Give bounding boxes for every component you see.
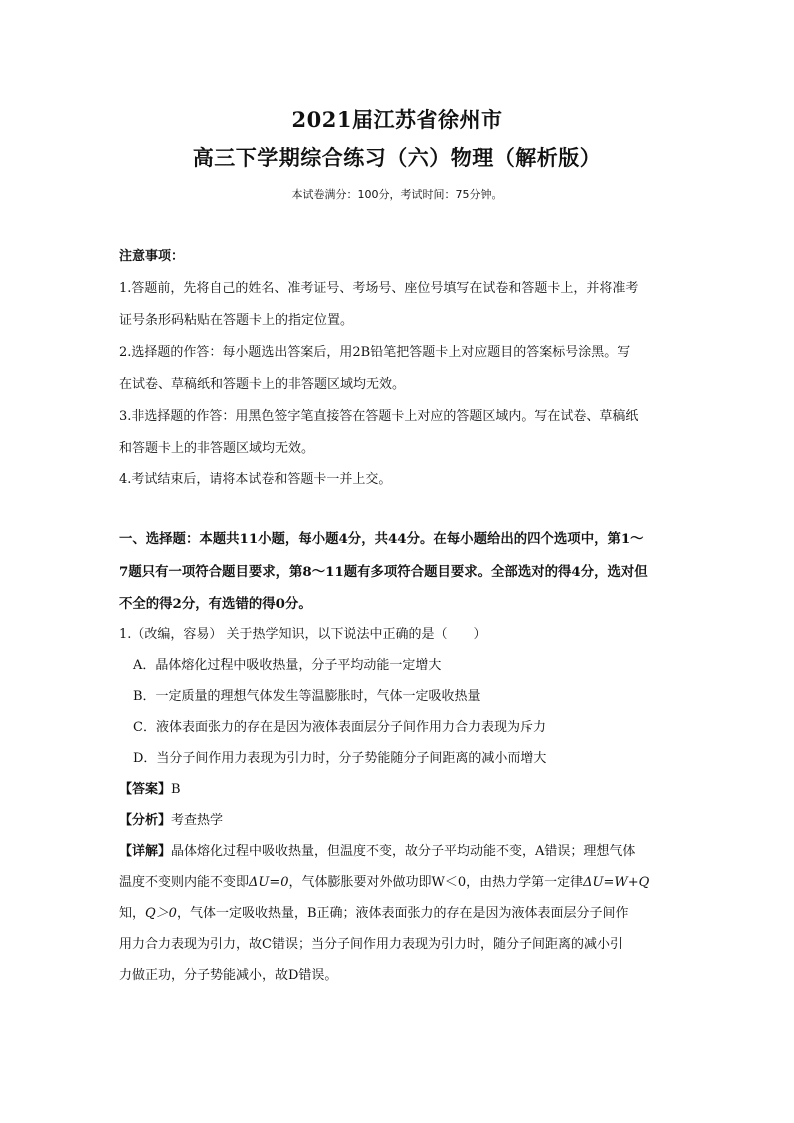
document-title-line2: 高三下学期综合练习（六）物理（解析版） [192, 145, 602, 170]
analysis-line [119, 812, 223, 830]
detail-line-5: 力做正功，分子势能减小，故D错误。 [119, 968, 338, 983]
option-d: D．当分子间作用力表现为引力时，分子势能随分子间距离的减小而增大 [133, 751, 547, 766]
detail-text: 知， [119, 906, 146, 921]
question-stem: 1.（改编，容易） 关于热学知识，以下说法中正确的是（ ） [119, 627, 487, 642]
detail-text: 温度不变则内能不变即 [119, 875, 250, 890]
section-heading-line: 7题只有一项符合题目要求，第8～11题有多项符合题目要求。全部选对的得4分，选对但 [119, 564, 648, 580]
formula-delta-u: ΔU=0 [249, 875, 289, 890]
notes-line: 1.答题前，先将自己的姓名、准考证号、考场号、座位号填写在试卷和答题卡上，并将准考 [119, 281, 639, 296]
notes-line: 3.非选择题的作答：用黑色签字笔直接答在答题卡上对应的答题区域内。写在试卷、草稿纸 [119, 409, 639, 424]
detail-text: 晶体熔化过程中吸收热量，但温度不变，故分子平均动能不变，A错误；理想气体 [171, 844, 636, 859]
section-heading-line: 不全的得2分，有选错的得0分。 [119, 596, 312, 612]
notes-line: 证号条形码粘贴在答题卡上的指定位置。 [119, 313, 354, 328]
analysis-label: 【分析】 [119, 813, 172, 828]
document-title-line1: 2021届江苏省徐州市 [291, 107, 503, 132]
exam-info: 本试卷满分：100分，考试时间：75分钟。 [291, 188, 503, 201]
detail-line-3 [119, 905, 629, 923]
formula-q: Q＞0 [145, 906, 177, 921]
detail-label: 【详解】 [119, 844, 172, 859]
analysis-value: 考查热学 [171, 813, 224, 828]
detail-line-2 [119, 874, 649, 892]
option-a: A．晶体熔化过程中吸收热量，分子平均动能一定增大 [133, 658, 442, 673]
detail-text: ，气体一定吸收热量，B正确；液体表面张力的存在是因为液体表面层分子间作 [176, 906, 629, 921]
answer-value: B [171, 782, 181, 797]
option-c: C．液体表面张力的存在是因为液体表面层分子间作用力合力表现为斥力 [133, 720, 546, 735]
answer-line [119, 781, 181, 799]
notes-heading: 注意事项： [119, 249, 185, 264]
detail-line-1 [119, 843, 635, 861]
option-b: B．一定质量的理想气体发生等温膨胀时，气体一定吸收热量 [133, 689, 481, 704]
notes-line: 2.选择题的作答：每小题选出答案后，用2B铅笔把答题卡上对应题目的答案标号涂黑。写 [119, 345, 631, 360]
detail-text: ，气体膨胀要对外做功即W＜0，由热力学第一定律 [288, 875, 584, 890]
formula-first-law: ΔU=W+Q [583, 875, 650, 890]
notes-line: 和答题卡上的非答题区域均无效。 [119, 441, 315, 456]
detail-line-4: 用力合力表现为引力，故C错误；当分子间作用力表现为引力时，随分子间距离的减小引 [119, 937, 623, 952]
answer-label: 【答案】 [119, 782, 172, 797]
notes-line: 在试卷、草稿纸和答题卡上的非答题区域均无效。 [119, 377, 406, 392]
notes-line: 4.考试结束后，请将本试卷和答题卡一并上交。 [119, 472, 392, 487]
section-heading-line: 一、选择题：本题共11小题，每小题4分，共44分。在每小题给出的四个选项中，第1～ [119, 531, 644, 547]
